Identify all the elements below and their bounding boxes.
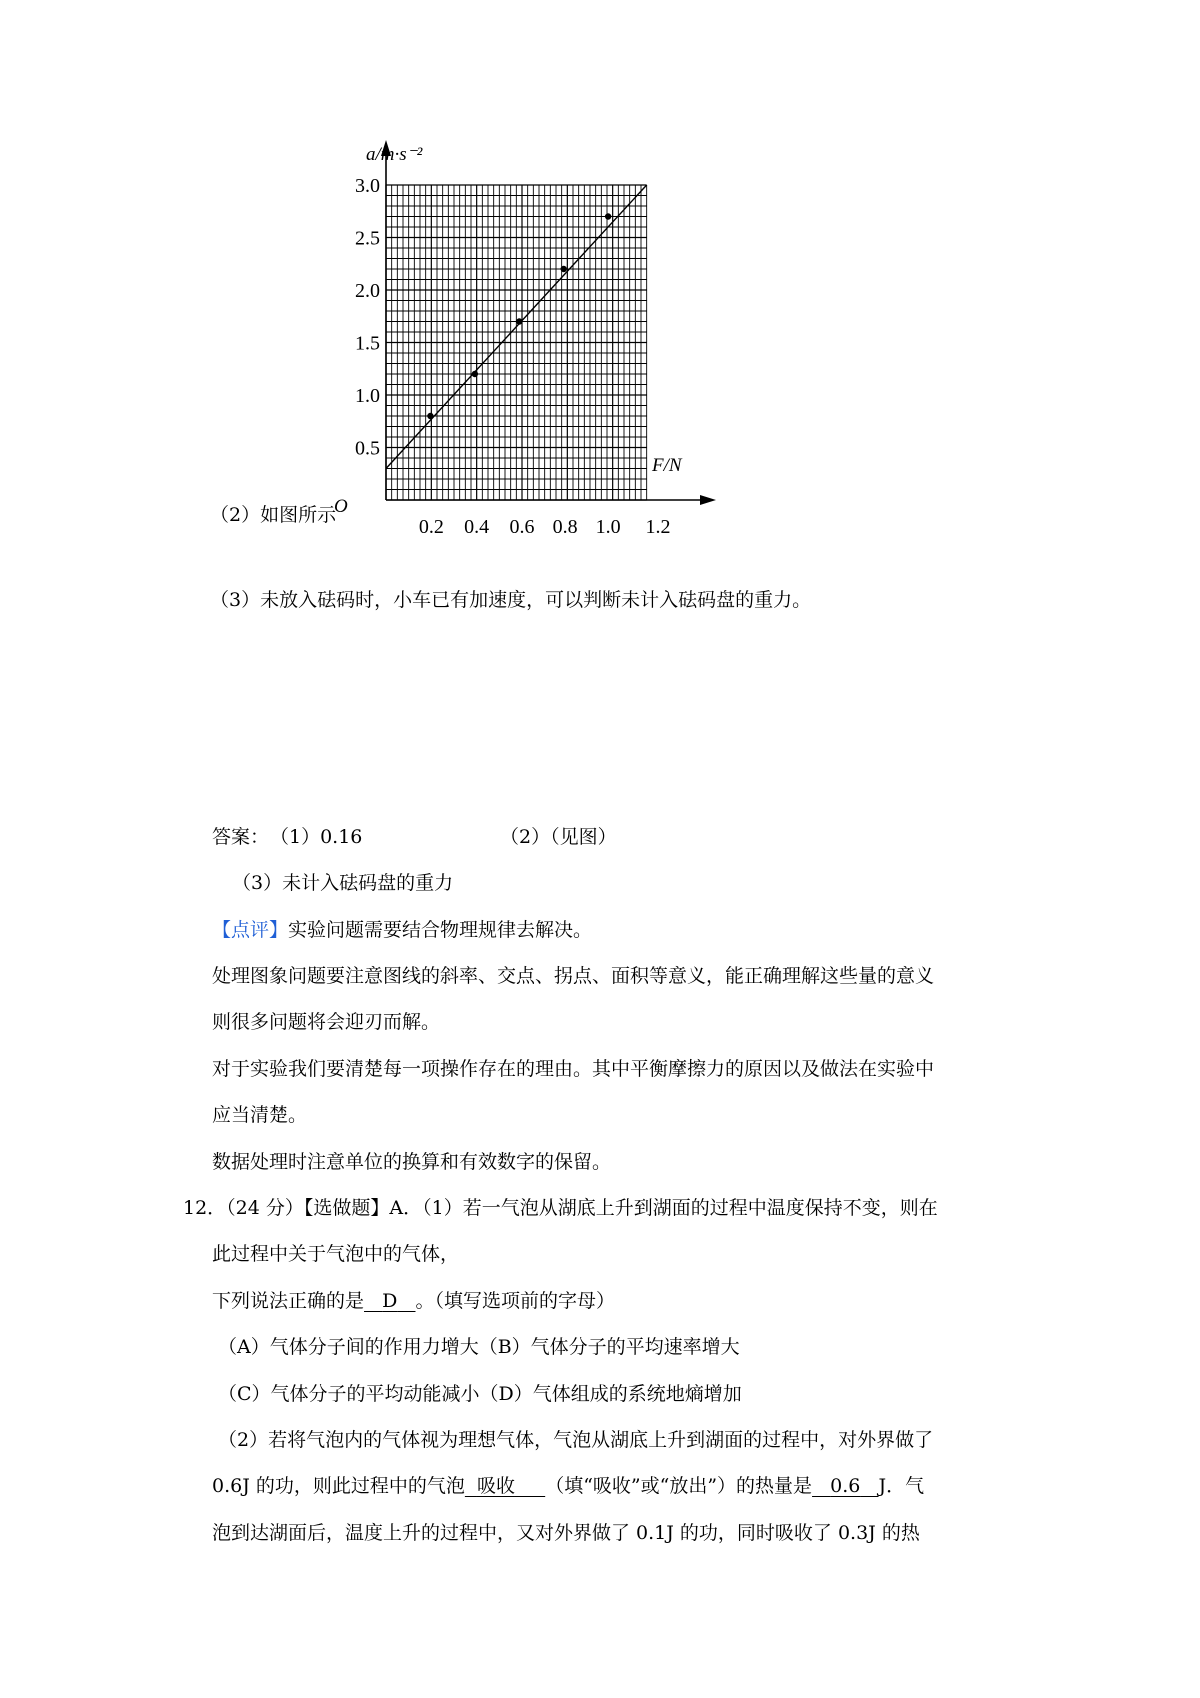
data-point [427, 413, 433, 419]
x-axis-arrow [700, 495, 716, 505]
explanation-part3: （3）未放入砝码时，小车已有加速度，可以判断未计入砝码盘的重力。 [210, 589, 812, 611]
q12-answer-blank: D [382, 1290, 398, 1312]
comment-line-6: 数据处理时注意单位的换算和有效数字的保留。 [212, 1151, 612, 1173]
comment-text-1: 实验问题需要结合物理规律去解决。 [288, 919, 593, 941]
q12-option-ab: （A）气体分子间的作用力增大（B）气体分子的平均速率增大 [218, 1336, 740, 1358]
comment-line-5: 应当清楚。 [212, 1104, 308, 1126]
comment-tag: 【点评】 [212, 919, 289, 941]
answer-part2: （2）（见图） [500, 826, 617, 848]
q12-part2-line-2: 0.6J 的功，则此过程中的气泡 吸收 （填“吸收”或“放出”）的热量是 0.6 J．气 [212, 1475, 925, 1497]
q12-l3-suffix: 。（填写选项前的字母） [415, 1290, 616, 1312]
q12-heading: 12．（24 分）【选做题】A．（1）若一气泡从湖底上升到湖面的过程中温度保持不变，则在 [183, 1197, 938, 1219]
data-point [472, 371, 478, 377]
q12-absorb-blank: 吸收 [476, 1475, 515, 1497]
y-tick-label: 2.0 [355, 280, 380, 302]
comment-line-1 [212, 918, 592, 942]
y-tick-label: 0.5 [355, 437, 380, 460]
x-axis-label: F/N [652, 455, 682, 476]
q12-line-2: 此过程中关于气泡中的气体， [212, 1243, 460, 1265]
x-tick-label: 1.0 [595, 516, 621, 538]
y-tick-label: 1.0 [355, 385, 380, 407]
x-tick-label: 1.2 [645, 516, 671, 538]
data-point [605, 213, 611, 219]
data-point [516, 318, 522, 324]
x-tick-label: 0.8 [552, 516, 578, 538]
answer-label: 答案： [212, 826, 270, 848]
chart-ticks [355, 175, 671, 538]
q12-part2-line-1: （2）若将气泡内的气体视为理想气体，气泡从湖底上升到湖面的过程中，对外界做了 [218, 1429, 934, 1451]
comment-line-4: 对于实验我们要清楚每一项操作存在的理由。其中平衡摩擦力的原因以及做法在实验中 [212, 1058, 935, 1080]
y-tick-label: 2.5 [355, 227, 380, 250]
figure-caption: （2）如图所示 [210, 504, 337, 526]
acceleration-force-chart [334, 138, 750, 538]
x-tick-label: 0.6 [509, 516, 535, 538]
q12-part2-line-3: 泡到达湖面后，温度上升的过程中，又对外界做了 0.1J 的功，同时吸收了 0.3J 的热 [212, 1522, 920, 1544]
answer-part3: （3）未计入砝码盘的重力 [232, 872, 454, 894]
x-tick-label: 0.2 [418, 516, 444, 538]
data-point [561, 266, 567, 272]
q12-option-cd: （C）气体分子的平均动能减小（D）气体组成的系统地熵增加 [218, 1383, 742, 1405]
x-tick-label: 0.4 [464, 516, 490, 538]
q12-line-3 [212, 1289, 615, 1313]
q12-l3-prefix: 下列说法正确的是 [212, 1290, 365, 1312]
y-axis-label: a/m·s⁻² [366, 144, 423, 165]
origin-label: O [334, 496, 348, 517]
q12-heat-blank: 0.6 [830, 1475, 861, 1497]
answer-part1: （1）0.16 [270, 826, 363, 848]
comment-line-2: 处理图象问题要注意图线的斜率、交点、拐点、面积等意义，能正确理解这些量的意义 [212, 965, 935, 987]
y-tick-label: 3.0 [355, 175, 380, 197]
comment-line-3: 则很多问题将会迎刃而解。 [212, 1011, 441, 1033]
y-tick-label: 1.5 [355, 332, 380, 355]
chart-grid [386, 185, 647, 500]
